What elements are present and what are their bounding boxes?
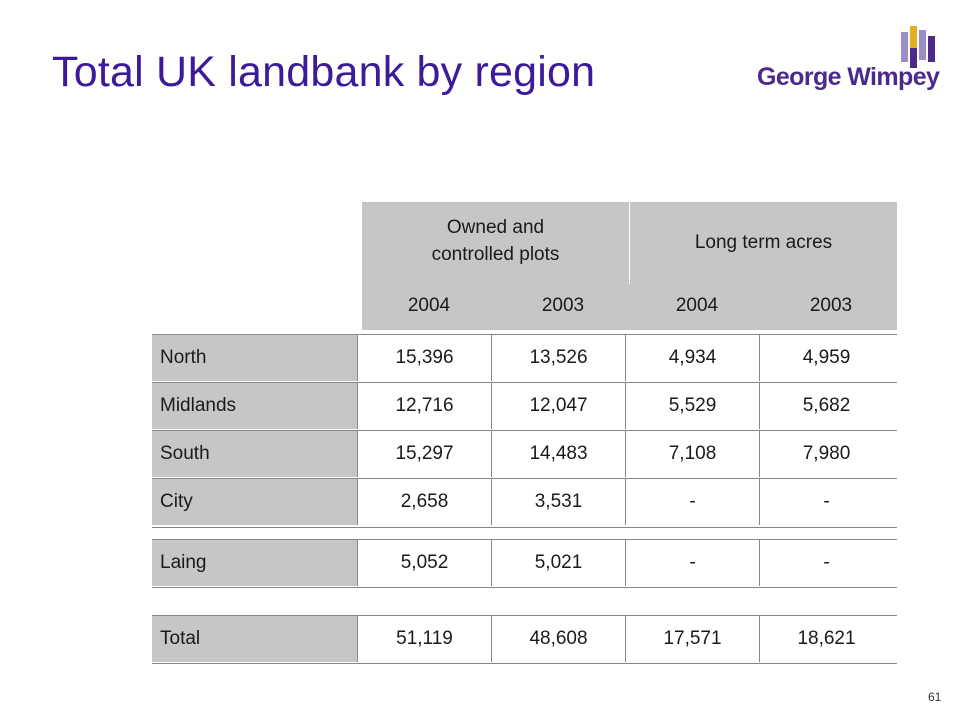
table-cell: 12,716 (358, 383, 492, 429)
table-cell: 7,108 (626, 431, 760, 477)
table-row (152, 479, 897, 525)
row-label: Total (152, 616, 358, 662)
table-row (152, 431, 897, 477)
table-cell: 48,608 (492, 616, 626, 662)
table-cell: 4,934 (626, 335, 760, 381)
row-label: South (152, 431, 358, 477)
group-header-owned-line1: Owned and (446, 217, 545, 238)
table-row (152, 540, 897, 586)
table-cell: 7,980 (802, 443, 851, 464)
group-header-long-term-line1: Long term acres (694, 232, 833, 253)
table-cell: - (626, 479, 760, 525)
table-cell: 5,682 (802, 395, 851, 416)
table-cell: - (823, 491, 830, 512)
table-cell: 51,119 (358, 616, 492, 662)
table-cell: 12,047 (492, 383, 626, 429)
slide-title: Total UK landbank by region (52, 48, 596, 96)
year-header: 2003 (809, 295, 853, 316)
table-cell: - (823, 552, 830, 573)
group-header-owned-line2: controlled plots (431, 244, 560, 265)
table-cell: 5,529 (626, 383, 760, 429)
table-cell: 15,297 (358, 431, 492, 477)
table-cell: 5,052 (358, 540, 492, 586)
row-label: City (152, 479, 358, 525)
table-cell: 5,021 (492, 540, 626, 586)
table-row (152, 616, 897, 662)
table-cell: 2,658 (358, 479, 492, 525)
table-cell: 18,621 (797, 628, 856, 649)
group-header-owned (362, 214, 629, 268)
row-label: Midlands (152, 383, 358, 429)
table-cell: - (626, 540, 760, 586)
table-row (152, 335, 897, 381)
year-header: 2003 (541, 295, 585, 316)
table-cell: 13,526 (492, 335, 626, 381)
logo-text: George Wimpey (757, 63, 940, 91)
page-number: 61 (928, 690, 942, 704)
table-cell: 14,483 (492, 431, 626, 477)
table-row (152, 383, 897, 429)
table-cell: 15,396 (358, 335, 492, 381)
year-header: 2004 (675, 295, 719, 316)
table-cell: 3,531 (492, 479, 626, 525)
row-label: North (152, 335, 358, 381)
year-header: 2004 (407, 295, 451, 316)
table-cell: 17,571 (626, 616, 760, 662)
table-cell: 4,959 (802, 347, 851, 368)
row-label: Laing (152, 540, 358, 586)
group-header-long-term (630, 229, 897, 256)
